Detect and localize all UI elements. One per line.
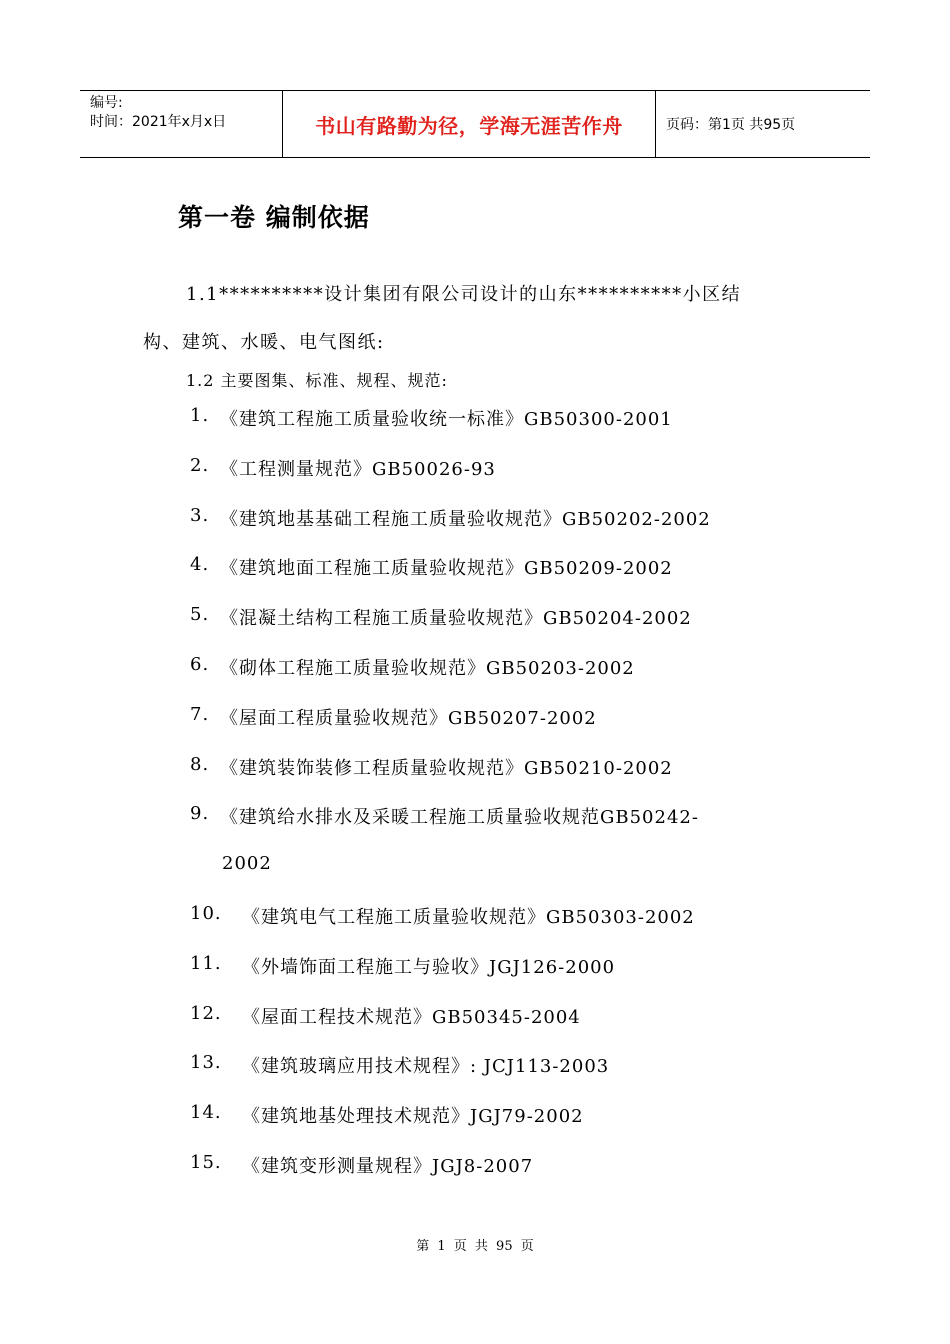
section-1-1-line-1: 1.1**********设计集团有限公司设计的山东**********小区结 [186, 284, 742, 305]
list-item-text: 《建筑电气工程施工质量验收规范》GB50303-2002 [242, 907, 695, 928]
list-item-text: 《混凝土结构工程施工质量验收规范》GB50204-2002 [220, 608, 692, 629]
list-item-text: 《外墙饰面工程施工与验收》JGJ126-2000 [242, 957, 616, 978]
page-footer: 第 1 页 共 95 页 [416, 1239, 534, 1254]
list-item-text: 《工程测量规范》GB50026-93 [220, 459, 496, 480]
header-meta [80, 91, 282, 157]
list-item-number: 13. [190, 1052, 222, 1073]
list-item-text: 《建筑工程施工质量验收统一标准》GB50300-2001 [220, 409, 673, 430]
list-item-text: 《建筑地基基础工程施工质量验收规范》GB50202-2002 [220, 509, 711, 530]
list-item-text: 《建筑变形测量规程》JGJ8-2007 [242, 1156, 534, 1177]
list-item-number: 9. [190, 803, 210, 824]
list-item-number: 15. [190, 1152, 222, 1173]
list-item-number: 8. [190, 754, 210, 775]
list-item-text: 2002 [222, 853, 272, 874]
header-motto: 书山有路勤为径，学海无涯苦作舟 [282, 91, 656, 157]
list-item-number: 14. [190, 1102, 222, 1123]
document-title: 第一卷 编制依据 [178, 203, 370, 232]
list-item-number: 4. [190, 554, 210, 575]
section-1-1-line-2: 构、建筑、水暖、电气图纸: [143, 332, 385, 353]
list-item-number: 10. [190, 903, 222, 924]
list-item-text: 《建筑地基处理技术规范》JGJ79-2002 [242, 1106, 584, 1127]
list-item-text: 《屋面工程质量验收规范》GB50207-2002 [220, 708, 597, 729]
list-item-text: 《建筑给水排水及采暖工程施工质量验收规范GB50242- [220, 807, 699, 828]
document-date: 时间：2021年x月x日 [90, 114, 227, 130]
list-item-text: 《砌体工程施工质量验收规范》GB50203-2002 [220, 658, 635, 679]
list-item-number: 12. [190, 1003, 222, 1024]
document-number-label: 编号: [90, 95, 123, 111]
list-item-text: 《建筑地面工程施工质量验收规范》GB50209-2002 [220, 558, 673, 579]
list-item-number: 6. [190, 654, 210, 675]
section-1-2-heading: 1.2 主要图集、标准、规程、规范: [186, 371, 448, 390]
page-header [80, 90, 870, 158]
list-item-number: 7. [190, 704, 210, 725]
list-item-text: 《建筑装饰装修工程质量验收规范》GB50210-2002 [220, 758, 673, 779]
header-page-info: 页码：第1页 共95页 [666, 117, 796, 133]
list-item-number: 5. [190, 604, 210, 625]
list-item-number: 3. [190, 505, 210, 526]
list-item-text: 《建筑玻璃应用技术规程》: JCJ113-2003 [242, 1056, 610, 1077]
list-item-number: 1. [190, 405, 210, 426]
list-item-number: 2. [190, 455, 210, 476]
list-item-number: 11. [190, 953, 222, 974]
list-item-text: 《屋面工程技术规范》GB50345-2004 [242, 1007, 581, 1028]
